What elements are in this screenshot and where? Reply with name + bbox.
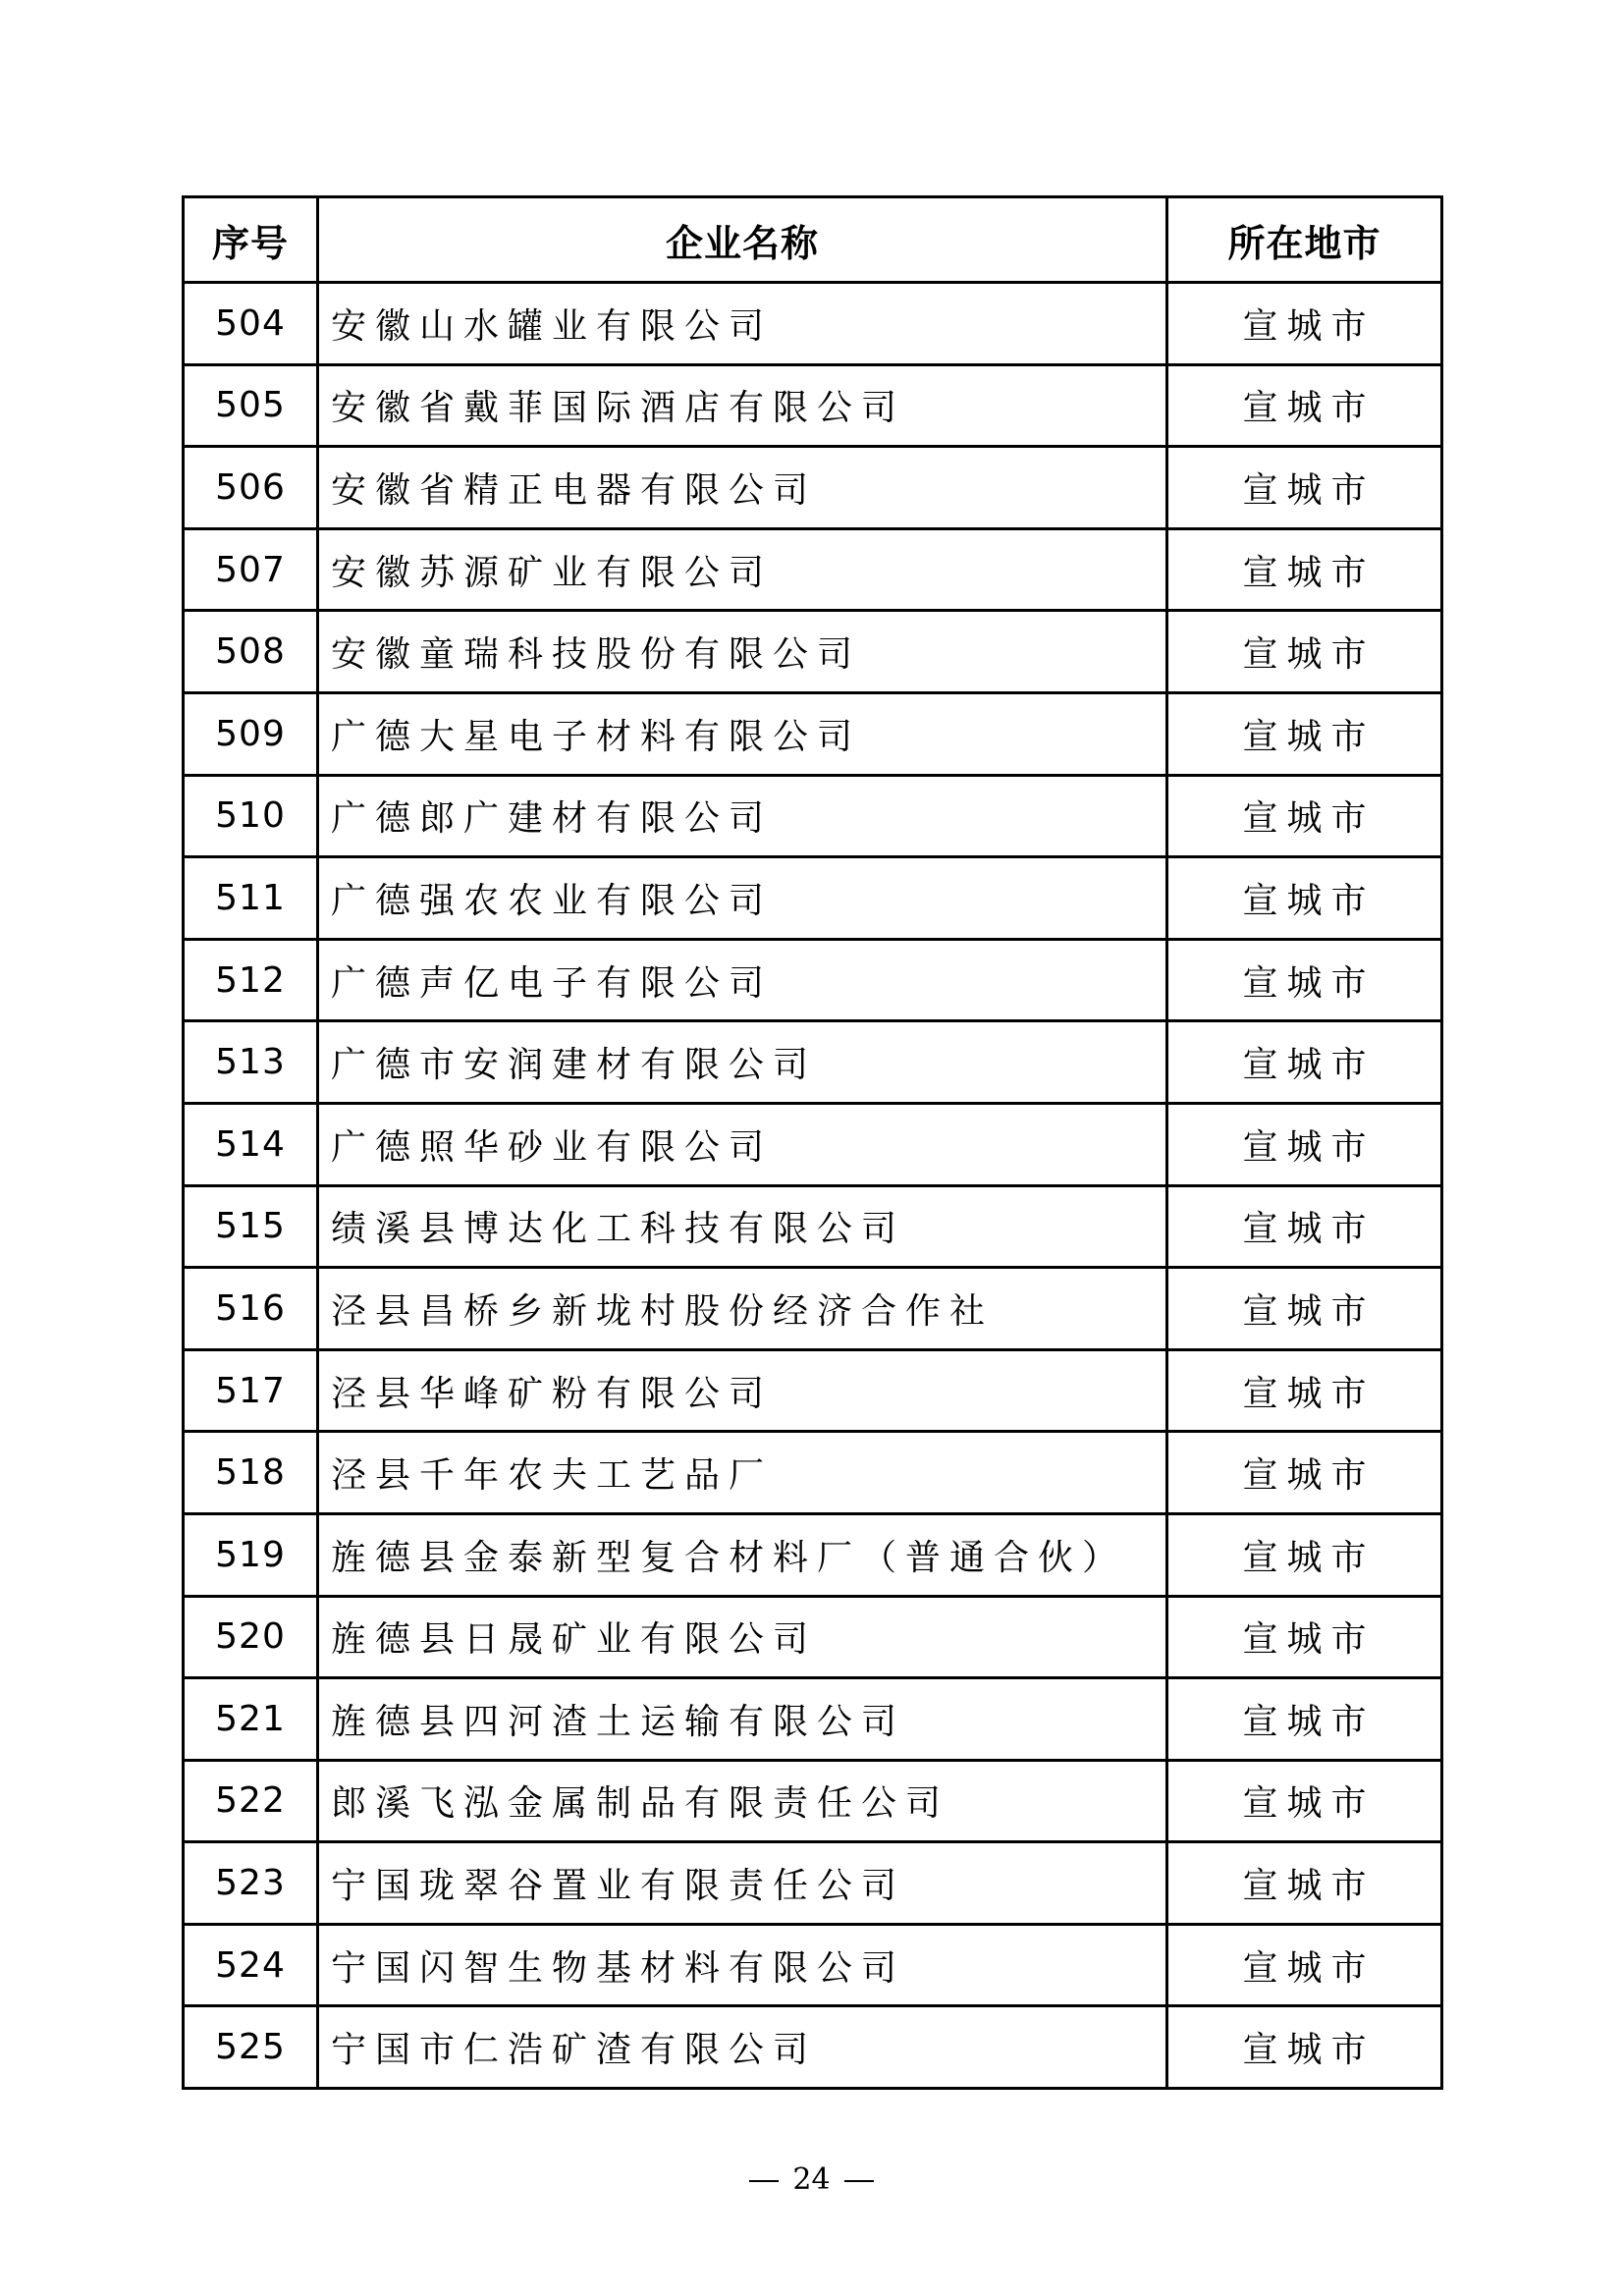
serial-number: 517 (184, 1349, 318, 1432)
serial-number: 511 (184, 857, 318, 940)
serial-number: 519 (184, 1513, 318, 1596)
page-number-value: 24 (792, 2162, 831, 2197)
table-row (184, 939, 1442, 1021)
table-row (184, 1021, 1442, 1104)
city: 宣城市 (1167, 283, 1442, 365)
enterprise-name: 安徽童瑞科技股份有限公司 (318, 611, 1167, 693)
city: 宣城市 (1167, 939, 1442, 1021)
city: 宣城市 (1167, 2006, 1442, 2089)
city: 宣城市 (1167, 1596, 1442, 1678)
serial-number: 521 (184, 1678, 318, 1761)
table-row (184, 528, 1442, 611)
city: 宣城市 (1167, 1513, 1442, 1596)
city: 宣城市 (1167, 611, 1442, 693)
city: 宣城市 (1167, 364, 1442, 447)
enterprise-name: 泾县昌桥乡新垅村股份经济合作社 (318, 1268, 1167, 1350)
enterprise-name: 广德强农农业有限公司 (318, 857, 1167, 940)
enterprise-name: 广德照华砂业有限公司 (318, 1103, 1167, 1185)
enterprise-name: 广德郎广建材有限公司 (318, 775, 1167, 857)
table-row (184, 2006, 1442, 2089)
city: 宣城市 (1167, 1185, 1442, 1268)
city: 宣城市 (1167, 857, 1442, 940)
city: 宣城市 (1167, 1432, 1442, 1514)
city: 宣城市 (1167, 775, 1442, 857)
serial-number: 513 (184, 1021, 318, 1104)
enterprise-name: 安徽山水罐业有限公司 (318, 283, 1167, 365)
table-row (184, 1924, 1442, 2006)
header-city: 所在地市 (1167, 197, 1442, 283)
city: 宣城市 (1167, 1760, 1442, 1842)
enterprise-name: 泾县千年农夫工艺品厂 (318, 1432, 1167, 1514)
table-row (184, 775, 1442, 857)
enterprise-name: 郎溪飞泓金属制品有限责任公司 (318, 1760, 1167, 1842)
serial-number: 518 (184, 1432, 318, 1514)
serial-number: 510 (184, 775, 318, 857)
serial-number: 506 (184, 447, 318, 529)
city: 宣城市 (1167, 1349, 1442, 1432)
header-serial-number: 序号 (184, 197, 318, 283)
enterprise-name: 广德大星电子材料有限公司 (318, 692, 1167, 775)
serial-number: 515 (184, 1185, 318, 1268)
city: 宣城市 (1167, 692, 1442, 775)
table-row (184, 611, 1442, 693)
city: 宣城市 (1167, 447, 1442, 529)
table-row (184, 283, 1442, 365)
serial-number: 504 (184, 283, 318, 365)
enterprise-name: 绩溪县博达化工科技有限公司 (318, 1185, 1167, 1268)
table-row (184, 1760, 1442, 1842)
enterprise-name: 旌德县四河渣土运输有限公司 (318, 1678, 1167, 1761)
table-row (184, 1185, 1442, 1268)
city: 宣城市 (1167, 1268, 1442, 1350)
serial-number: 507 (184, 528, 318, 611)
dash-left (749, 2180, 779, 2182)
table-row (184, 364, 1442, 447)
serial-number: 516 (184, 1268, 318, 1350)
serial-number: 509 (184, 692, 318, 775)
enterprise-name: 宁国市仁浩矿渣有限公司 (318, 2006, 1167, 2089)
enterprise-name: 安徽省精正电器有限公司 (318, 447, 1167, 529)
table-row (184, 1268, 1442, 1350)
table-row (184, 1678, 1442, 1761)
table-row (184, 1596, 1442, 1678)
enterprise-name: 宁国珑翠谷置业有限责任公司 (318, 1842, 1167, 1925)
enterprise-name: 广德市安润建材有限公司 (318, 1021, 1167, 1104)
city: 宣城市 (1167, 1021, 1442, 1104)
serial-number: 522 (184, 1760, 318, 1842)
enterprise-name: 广德声亿电子有限公司 (318, 939, 1167, 1021)
serial-number: 512 (184, 939, 318, 1021)
serial-number: 520 (184, 1596, 318, 1678)
serial-number: 524 (184, 1924, 318, 2006)
serial-number: 523 (184, 1842, 318, 1925)
serial-number: 514 (184, 1103, 318, 1185)
enterprise-table (182, 195, 1443, 2090)
page-number (0, 2160, 1623, 2200)
city: 宣城市 (1167, 528, 1442, 611)
enterprise-name: 旌德县金泰新型复合材料厂（普通合伙） (318, 1513, 1167, 1596)
table-row (184, 1842, 1442, 1925)
table-header-row (184, 197, 1442, 283)
table-row (184, 857, 1442, 940)
serial-number: 508 (184, 611, 318, 693)
city: 宣城市 (1167, 1924, 1442, 2006)
table-row (184, 1349, 1442, 1432)
city: 宣城市 (1167, 1842, 1442, 1925)
table-row (184, 1513, 1442, 1596)
serial-number: 505 (184, 364, 318, 447)
table-row (184, 692, 1442, 775)
table-row (184, 1432, 1442, 1514)
table-row (184, 447, 1442, 529)
enterprise-name: 安徽省戴菲国际酒店有限公司 (318, 364, 1167, 447)
header-enterprise-name: 企业名称 (318, 197, 1167, 283)
table-row (184, 1103, 1442, 1185)
city: 宣城市 (1167, 1678, 1442, 1761)
serial-number: 525 (184, 2006, 318, 2089)
dash-right (844, 2180, 874, 2182)
city: 宣城市 (1167, 1103, 1442, 1185)
enterprise-name: 泾县华峰矿粉有限公司 (318, 1349, 1167, 1432)
enterprise-name: 宁国闪智生物基材料有限公司 (318, 1924, 1167, 2006)
enterprise-name: 安徽苏源矿业有限公司 (318, 528, 1167, 611)
enterprise-name: 旌德县日晟矿业有限公司 (318, 1596, 1167, 1678)
